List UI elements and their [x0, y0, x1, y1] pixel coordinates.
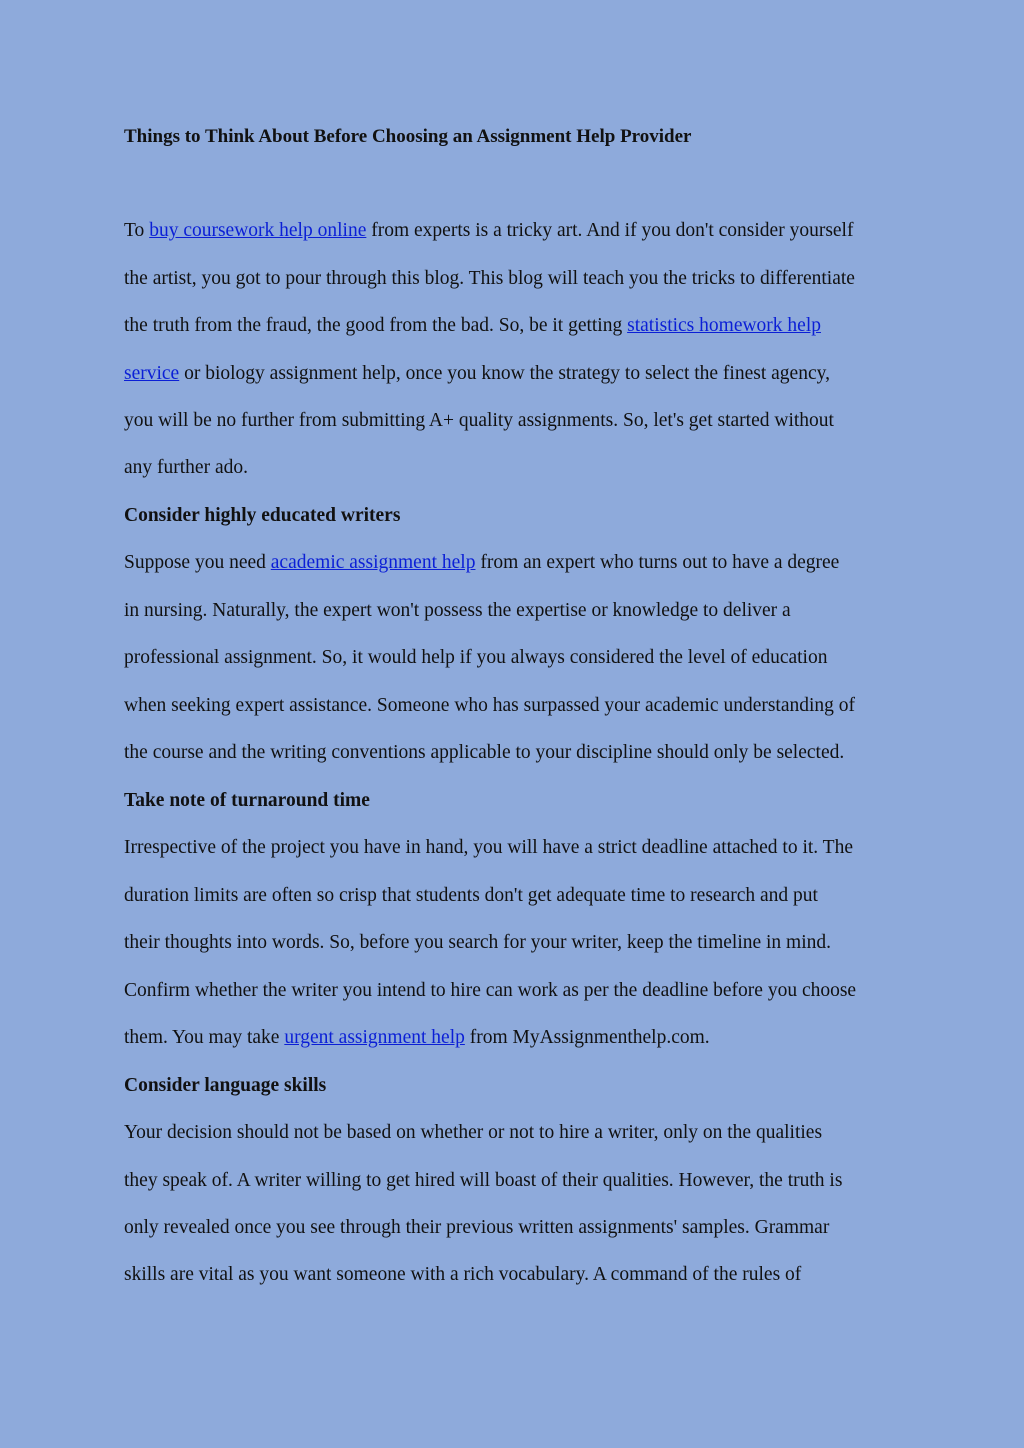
- section1-line-1: [124, 550, 839, 576]
- section1-line-2: in nursing. Naturally, the expert won't possess the expertise or knowledge to deliver a: [124, 600, 791, 621]
- intro-line-5: you will be no further from submitting A+ quality assignments. So, let's get started without: [124, 410, 834, 431]
- section2-line-2: duration limits are often so crisp that students don't get adequate time to research and put: [124, 885, 818, 906]
- intro-line-3: [124, 313, 821, 339]
- section2-line-1: Irrespective of the project you have in hand, you will have a strict deadline attached to it. The: [124, 837, 854, 858]
- intro-line-6: any further ado.: [124, 457, 248, 478]
- section3-line-2: they speak of. A writer willing to get hired will boast of their qualities. However, the truth is: [124, 1170, 843, 1191]
- section3-line-4: skills are vital as you want someone with a rich vocabulary. A command of the rules of: [124, 1264, 802, 1285]
- text-span: from an expert who turns out to have a degree: [475, 552, 840, 573]
- text-span: from experts is a tricky art. And if you don't consider yourself: [366, 220, 854, 241]
- urgent-assignment-link[interactable]: urgent assignment help: [284, 1027, 465, 1048]
- intro-line-1: [124, 218, 853, 244]
- text-span: Suppose you need: [124, 552, 271, 573]
- text-span: them. You may take: [124, 1027, 285, 1048]
- statistics-homework-link[interactable]: statistics homework help: [627, 315, 821, 336]
- section1-line-5: the course and the writing conventions applicable to your discipline should only be selected.: [124, 742, 845, 763]
- section2-line-3: their thoughts into words. So, before you search for your writer, keep the timeline in mind.: [124, 932, 832, 953]
- academic-assignment-link[interactable]: academic assignment help: [270, 552, 476, 573]
- section2-line-4: Confirm whether the writer you intend to hire can work as per the deadline before you choose: [124, 980, 857, 1001]
- text-span: or biology assignment help, once you know the strategy to select the finest agency,: [179, 363, 830, 384]
- section2-line-5: [124, 1025, 710, 1051]
- section-heading-language-skills: Consider language skills: [124, 1075, 327, 1096]
- text-span: To: [124, 220, 150, 241]
- buy-coursework-link[interactable]: buy coursework help online: [149, 220, 367, 241]
- section1-line-3: professional assignment. So, it would help if you always considered the level of education: [124, 647, 828, 668]
- text-span: from MyAssignmenthelp.com.: [464, 1027, 710, 1048]
- section-heading-turnaround: Take note of turnaround time: [124, 790, 370, 811]
- statistics-homework-link-cont[interactable]: service: [124, 363, 180, 384]
- text-span: the truth from the fraud, the good from the bad. So, be it getting: [124, 315, 628, 336]
- intro-line-4: [124, 361, 830, 387]
- section1-line-4: when seeking expert assistance. Someone who has surpassed your academic understanding of: [124, 695, 856, 716]
- intro-line-2: the artist, you got to pour through this blog. This blog will teach you the tricks to differentiate: [124, 268, 855, 289]
- document-title: Things to Think About Before Choosing an Assignment Help Provider: [124, 126, 692, 147]
- section-heading-educated-writers: Consider highly educated writers: [124, 505, 401, 526]
- section3-line-3: only revealed once you see through their previous written assignments' samples. Grammar: [124, 1217, 830, 1238]
- section3-line-1: Your decision should not be based on whether or not to hire a writer, only on the qualities: [124, 1122, 823, 1143]
